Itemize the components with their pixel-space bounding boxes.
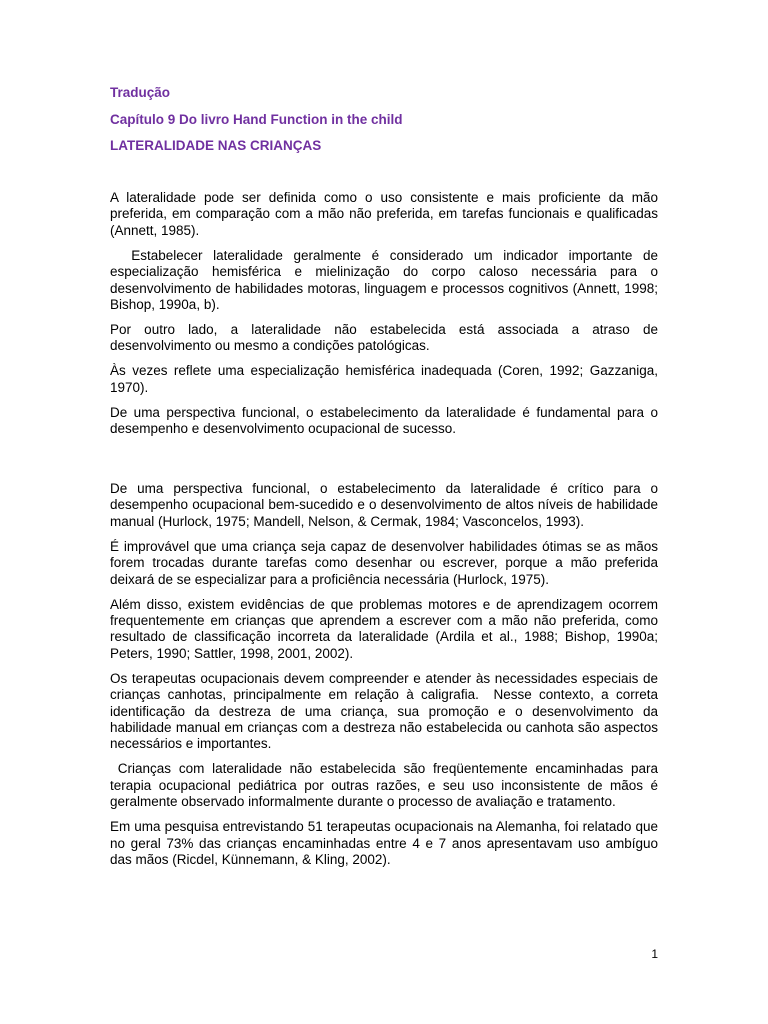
paragraph: Às vezes reflete uma especialização hemisférica inadequada (Coren, 1992; Gazzaniga, 1970).	[110, 363, 662, 395]
paragraph: A lateralidade pode ser definida como o uso consistente e mais proficiente da mão preferida, em comparação com a mão não preferida, em tarefas funcionais e qualificadas (Annett, 1985).	[110, 190, 662, 238]
paragraph: De uma perspectiva funcional, o estabelecimento da lateralidade é fundamental para o desempenho e desenvolvimento ocupacional de sucesso.	[110, 404, 662, 437]
section-title: LATERALIDADE NAS CRIANÇAS	[110, 138, 322, 153]
body-section-2	[110, 481, 662, 877]
body-section-1	[110, 190, 662, 446]
chapter-title: Capítulo 9 Do livro Hand Function in the child	[110, 112, 403, 127]
paragraph: Por outro lado, a lateralidade não estabelecida está associada a atraso de desenvolvimento ou mesmo a condições patológicas.	[110, 322, 662, 354]
paragraph: Crianças com lateralidade não estabelecida são freqüentemente encaminhadas para terapia ocupacional pediátrica por outras razões, e seu uso inconsistente de mãos é geralmente observado informalmente durante o processo de avaliação e tratamento.	[110, 761, 662, 810]
doc-label-traducao: Tradução	[110, 85, 171, 100]
paragraph: É improvável que uma criança seja capaz de desenvolver habilidades ótimas se as mãos forem trocadas durante tarefas como desenhar ou escrever, porque a mão preferida deixará de se especializar para a proficiência necessária (Hurlock, 1975).	[110, 538, 662, 587]
paragraph: De uma perspectiva funcional, o estabelecimento da lateralidade é crítico para o desempenho ocupacional bem-sucedido e o desenvolvimento de altos níveis de habilidade manual (Hurlock, 1975; Mandell, Nelson, & Cermak, 1984; Vasconcelos, 1993).	[110, 481, 662, 529]
page-number: 1	[651, 947, 658, 961]
paragraph: Além disso, existem evidências de que problemas motores e de aprendizagem ocorrem frequentemente em crianças que aprendem a escrever com a mão não preferida, como resultado de classificação incorreta da lateralidade (Ardila et al., 1988; Bishop, 1990a; Peters, 1990; Sattler, 1998, 2001, 2002).	[110, 596, 662, 661]
paragraph: Estabelecer lateralidade geralmente é considerado um indicador importante de especialização hemisférica e mielinização do corpo caloso necessária para o desenvolvimento de habilidades motoras, linguagem e processos cognitivos (Annett, 1998; Bishop, 1990a, b).	[110, 247, 662, 313]
paragraph: Os terapeutas ocupacionais devem compreender e atender às necessidades especiais de crianças canhotas, principalmente em relação à caligrafia. Nesse contexto, a correta identificação da destreza de uma criança, sua promoção e o desenvolvimento da habilidade manual em crianças com a destreza não estabelecida ou canhota são aspectos necessários e importantes.	[110, 670, 662, 752]
paragraph: Em uma pesquisa entrevistando 51 terapeutas ocupacionais na Alemanha, foi relatado que no geral 73% das crianças encaminhadas entre 4 e 7 anos apresentavam uso ambíguo das mãos (Ricdel, Künnemann, & Kling, 2002).	[110, 819, 662, 868]
